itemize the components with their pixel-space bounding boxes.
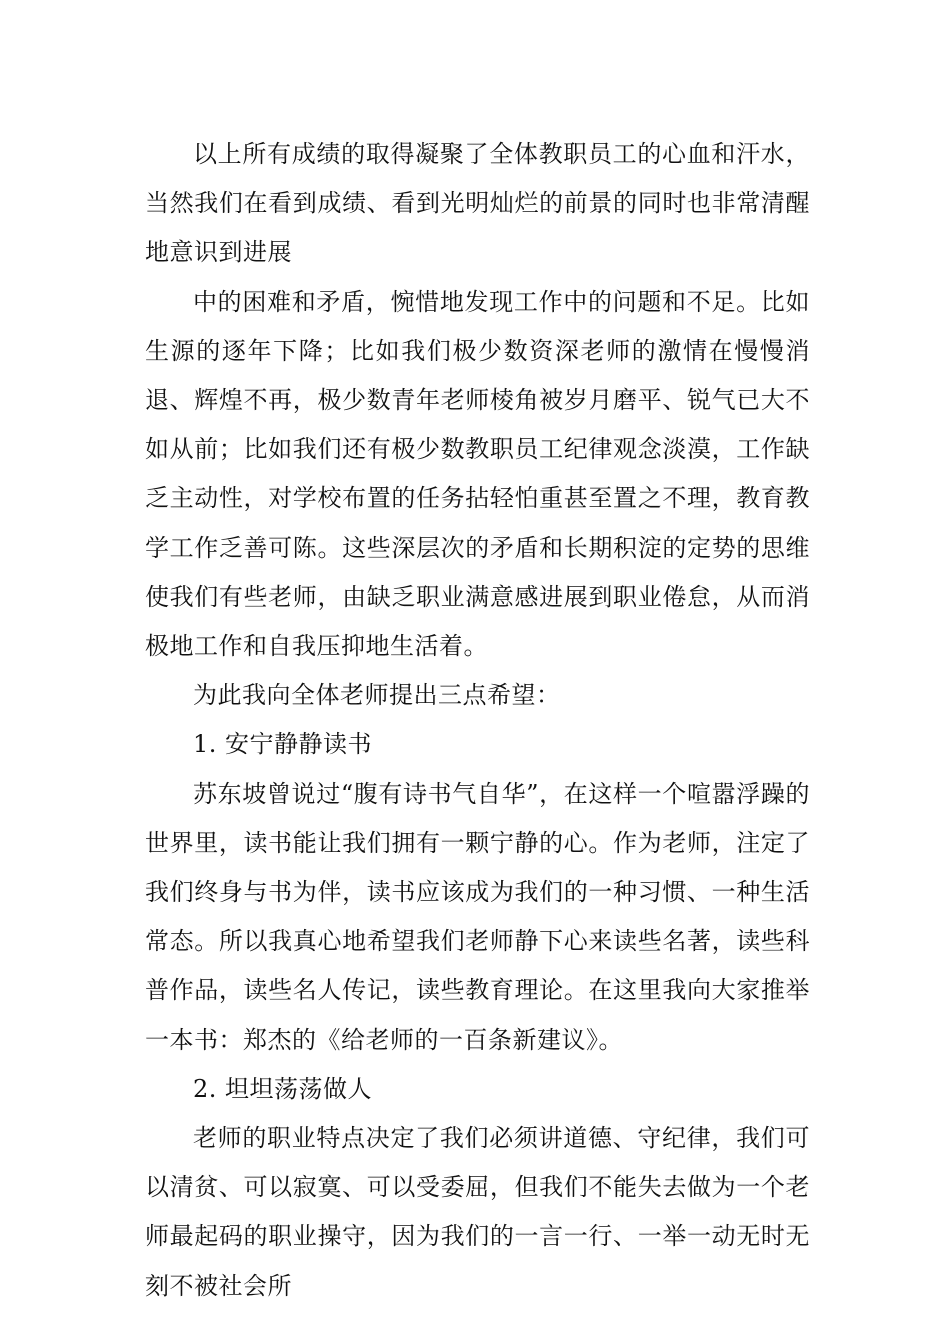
paragraph: 中的困难和矛盾，惋惜地发现工作中的问题和不足。比如生源的逐年下降；比如我们极少数资深老师的激情在慢慢消退、辉煌不再，极少数青年老师棱角被岁月磨平、锐气已大不如从前；比如我们还有极少数教职员工纪律观念淡漠，工作缺乏主动性，对学校布置的任务拈轻怕重甚至置之不理，教育教学工作乏善可陈。这些深层次的矛盾和长期积淀的定势的思维使我们有些老师，由缺乏职业满意感进展到职业倦怠，从而消极地工作和自我压抑地生活着。 <box>145 287 810 661</box>
document-body <box>145 130 810 1311</box>
section-heading: 2. 坦坦荡荡做人 <box>193 1074 373 1103</box>
paragraph: 为此我向全体老师提出三点希望： <box>193 681 561 710</box>
section-heading: 1. 安宁静静读书 <box>193 730 373 759</box>
paragraph: 老师的职业特点决定了我们必须讲道德、守纪律，我们可以清贫、可以寂寞、可以受委屈，但我们不能失去做为一个老师最起码的职业操守，因为我们的一言一行、一举一动无时无刻不被社会所 <box>145 1124 810 1300</box>
paragraph: 苏东坡曾说过“腹有诗书气自华”，在这样一个喧嚣浮躁的世界里，读书能让我们拥有一颗宁静的心。作为老师，注定了我们终身与书为伴，读书应该成为我们的一种习惯、一种生活常态。所以我真心地希望我们老师静下心来读些名著，读些科普作品，读些名人传记，读些教育理论。在这里我向大家推举一本书：郑杰的《给老师的一百条新建议》。 <box>145 779 810 1054</box>
paragraph: 以上所有成绩的取得凝聚了全体教职员工的心血和汗水，当然我们在看到成绩、看到光明灿烂的前景的同时也非常清醒地意识到进展 <box>145 140 810 267</box>
